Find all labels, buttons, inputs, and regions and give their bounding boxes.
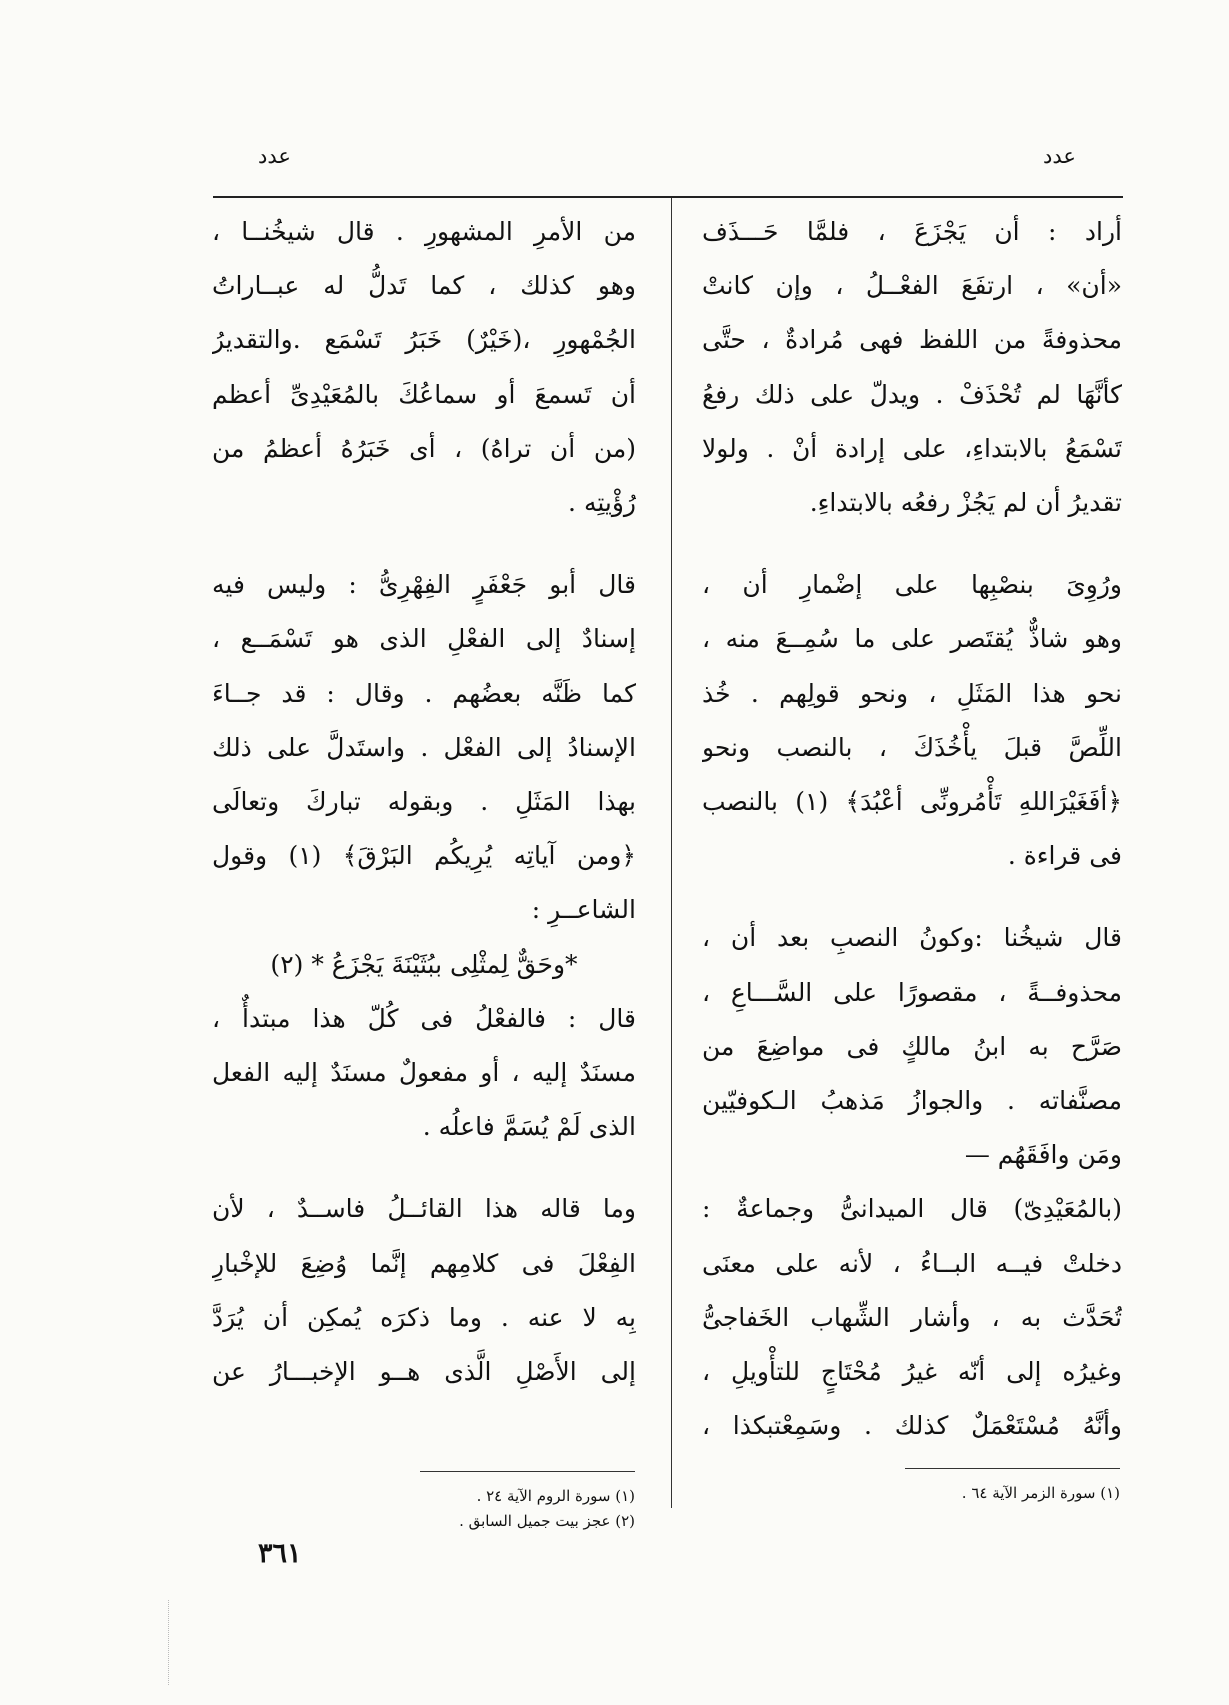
text-line: بهذا المَثَلِ . وبقوله تباركَ وتعالَى xyxy=(212,787,636,817)
text-line: (من أن تراهُ) ، أى خَبَرُهُ أعظمُ من xyxy=(212,433,636,463)
text-line: «أن» ، ارتفَعَ الفعْــلُ ، وإن كانتْ xyxy=(702,271,1122,301)
text-line: الإسنادُ إلى الفعْل . واستَدلَّ على ذلك xyxy=(212,732,636,762)
text-line: فى قراءة . xyxy=(1007,841,1122,871)
text-line: كما ظَنَّه بعضُهم . وقال : قد جــاءَ xyxy=(212,678,636,708)
text-line: الشاعــرِ : xyxy=(531,895,636,925)
footnote-rule-right xyxy=(905,1468,1120,1469)
text-line: إلى الأَصْلِ الَّذى هــو الإخبـــارُ عن xyxy=(212,1357,636,1387)
text-line: الفِعْلَ فى كلامِهم إنَّما وُضِعَ للإخْبارِ xyxy=(212,1248,636,1278)
text-line: وهو شاذٌّ يُقتَصر على ما سُمِــعَ منه ، xyxy=(702,624,1122,654)
text-line: (بالمُعَيْدِىّ) قال الميدانىُّ وجماعةٌ : xyxy=(702,1194,1122,1224)
header-rule xyxy=(213,196,1123,198)
text-line: وأنَّهُ مُسْتَعْمَلٌ كذلك . وسَمِعْتبكذا ، xyxy=(702,1411,1122,1441)
text-line: الجُمْهورِ ،(خَيْرٌ) خَبَرُ تَسْمَع .والتقديرُ xyxy=(212,325,636,355)
text-line: دخلتْ فيــه البــاءُ ، لأنه على معنَى xyxy=(702,1248,1122,1278)
text-line: إسنادٌ إلى الفعْلِ الذى هو تَسْمَــع ، xyxy=(212,624,636,654)
running-header-left: عدد xyxy=(258,144,291,168)
text-line: أراد : أن يَجْزَعَ ، فلمَّا حَـــذَف xyxy=(702,217,1122,246)
text-line: نحو هذا المَثَلِ ، ونحو قولِهم . خُذ xyxy=(702,678,1122,708)
text-line: محذوفةً من اللفظ فهى مُرادةٌ ، حتَّى xyxy=(702,325,1122,355)
text-line: أن تَسمعَ أو سماعُكَ بالمُعَيْدِىِّ أعظم xyxy=(212,379,636,409)
text-line: قال أبو جَعْفَرٍ الفِهْرِىُّ : وليس فيه xyxy=(212,570,636,600)
right-column xyxy=(702,205,1122,1453)
page-number: ٣٦١ xyxy=(258,1538,302,1569)
text-line: قال : فالفعْلُ فى كُلّ هذا مبتدأٌ ، xyxy=(212,1003,636,1033)
footnotes-left xyxy=(380,1484,635,1534)
text-line: ومَن وافَقَهُم — xyxy=(964,1140,1122,1170)
text-line: اللِّصَّ قبلَ يأْخُذَكَ ، بالنصب ونحو xyxy=(702,732,1122,762)
text-line: صَرَّح به ابنُ مالكٍ فى مواضِعَ من xyxy=(702,1031,1122,1061)
text-line: محذوفــةً ، مقصورًا على السَّـــاعِ ، xyxy=(702,977,1122,1007)
footnote: (١) سورة الزمر الآية ٦٤ . xyxy=(961,1484,1120,1502)
text-line: بِه لا عنه . وما ذكرَه يُمكِن أن يُرَدَّ xyxy=(212,1302,636,1332)
text-line: وغيرُه إلى أنّه غيرُ مُحْتَاجٍ للتأْويلِ ، xyxy=(702,1357,1122,1387)
footnote: (١) سورة الروم الآية ٢٤ . xyxy=(476,1487,635,1505)
running-header-right: عدد xyxy=(1043,144,1076,168)
text-line: رُؤْيتِه . xyxy=(568,488,636,518)
text-line: تَسْمَعُ بالابتداءِ، على إرادة أنْ . ولولا xyxy=(702,433,1122,463)
left-column xyxy=(212,205,636,1399)
text-line: مصنَّفاته . والجوازُ مَذهبُ الـكوفيّين xyxy=(702,1086,1122,1116)
footnotes-right xyxy=(870,1481,1120,1506)
text-line: من الأمرِ المشهورِ . قال شيخُنــا ، xyxy=(212,217,636,246)
text-line: وهو كذلك ، كما تَدلُّ له عبــاراتُ xyxy=(212,271,636,301)
text-line: تُحَدَّث به ، وأشار الشِّهاب الخَفاجىُّ xyxy=(702,1302,1122,1332)
text-line: مسنَدٌ إليه ، أو مفعولٌ مسنَدٌ إليه الفعل xyxy=(212,1058,636,1088)
text-line: قال شيخُنا :وكونُ النصبِ بعد أن ، xyxy=(702,923,1122,953)
footnote-rule-left xyxy=(420,1471,635,1472)
text-line: الذى لَمْ يُسَمَّ فاعلُه . xyxy=(422,1112,636,1142)
verse-line: *وحَقٌّ لِمثْلِى ببُثَيْنَةَ يَجْزَعُ * (٢) xyxy=(270,949,578,979)
text-line: ورُوِىَ بنصْبِها على إضْمارِ أن ، xyxy=(702,570,1122,600)
text-line: ﴿ومن آياتِه يُرِيكُم البَرْقَ﴾ (١) وقول xyxy=(212,841,636,871)
text-line: وما قاله هذا القائــلُ فاســدٌ ، لأن xyxy=(212,1194,636,1224)
text-line: تقديرُ أن لم يَجُزْ رفعُه بالابتداءِ. xyxy=(809,488,1122,518)
column-divider xyxy=(671,198,672,1508)
text-line: كأنَّهَا لم تُحْذَفْ . ويدلّ على ذلك رفعُ xyxy=(702,379,1122,409)
footnote: (٢) عجز بيت جميل السابق . xyxy=(459,1512,635,1530)
text-line: ﴿أفَغَيْرَاللهِ تَأْمُرونِّى أعْبُدَ﴾ (١) بالنصب xyxy=(702,787,1122,817)
scan-artifact xyxy=(168,1600,172,1685)
